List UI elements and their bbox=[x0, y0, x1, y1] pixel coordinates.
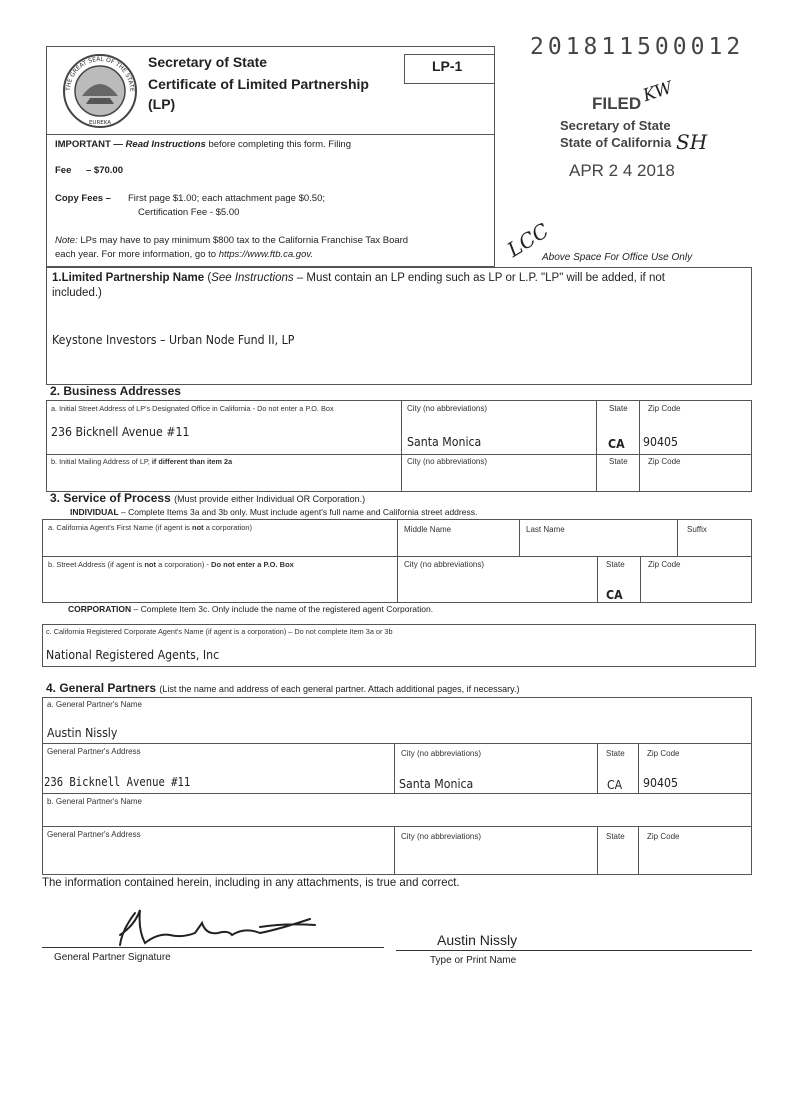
gp-a-zip-label: Zip Code bbox=[647, 749, 680, 758]
gp-a-state-value[interactable]: CA bbox=[607, 777, 623, 792]
seal-motto: EUREKA bbox=[88, 120, 112, 126]
agent-first-name-label: a. California Agent's First Name (if agent is not a corporation) bbox=[48, 523, 253, 532]
divider bbox=[42, 826, 752, 827]
stamp-agency: Secretary of State bbox=[560, 118, 671, 133]
header-divider bbox=[46, 134, 495, 135]
divider bbox=[42, 743, 752, 744]
section1-heading: 1.Limited Partnership Name (See Instructions – Must contain an LP ending such as LP or L.P. "LP" will be added, if not bbox=[52, 272, 665, 284]
ftb-link[interactable]: https://www.ftb.ca.gov. bbox=[218, 249, 314, 260]
filing-number: 201811500012 bbox=[530, 34, 745, 60]
gp-a-city-value[interactable]: Santa Monica bbox=[399, 776, 474, 791]
agent-street-label: b. Street Address (if agent is not a corporation) - Do not enter a P.O. Box bbox=[48, 560, 294, 569]
divider bbox=[42, 793, 752, 794]
suffix-label: Suffix bbox=[687, 525, 707, 534]
section4-heading: 4. General Partners (List the name and address of each general partner. Attach additional pages, if necessary.) bbox=[46, 681, 520, 695]
street-2a-value[interactable]: 236 Bicknell Avenue #11 bbox=[51, 424, 190, 439]
zip-label: Zip Code bbox=[648, 404, 681, 413]
stamp-state: State of California bbox=[560, 135, 672, 150]
corporation-instructions: CORPORATION – Complete Item 3c. Only include the name of the registered agent Corporation. bbox=[68, 604, 434, 614]
divider bbox=[677, 519, 678, 556]
gp-b-city-label: City (no abbreviations) bbox=[401, 832, 482, 841]
middle-name-label: Middle Name bbox=[404, 525, 452, 534]
ftb-note: Note: LPs may have to pay minimum $800 tax to the California Franchise Tax Board bbox=[55, 235, 409, 246]
divider bbox=[394, 743, 395, 793]
gp-a-name-value[interactable]: Austin Nissly bbox=[47, 725, 118, 740]
section2-heading: 2. Business Addresses bbox=[50, 384, 181, 398]
attestation-statement: The information contained herein, including in any attachments, is true and correct. bbox=[42, 875, 460, 889]
gp-a-city-label: City (no abbreviations) bbox=[401, 749, 482, 758]
gp-b-state-label: State bbox=[606, 832, 625, 841]
print-name-label: Type or Print Name bbox=[430, 955, 517, 966]
city-label: City (no abbreviations) bbox=[407, 457, 488, 466]
handwritten-note: LCC bbox=[502, 218, 553, 262]
last-name-label: Last Name bbox=[526, 525, 565, 534]
stamp-initials: SH bbox=[676, 130, 708, 154]
agent-state-value[interactable]: CA bbox=[606, 587, 623, 602]
divider bbox=[638, 743, 639, 793]
copy-fees-line2: Certification Fee - $5.00 bbox=[138, 207, 240, 218]
state-seal bbox=[60, 52, 140, 130]
individual-instructions: INDIVIDUAL – Complete Items 3a and 3b only. Must include agent's full name and California street address. bbox=[70, 507, 478, 517]
divider bbox=[46, 454, 752, 455]
corporate-agent-value[interactable]: National Registered Agents, Inc bbox=[46, 647, 220, 662]
divider bbox=[597, 556, 598, 603]
copy-fees-line1: First page $1.00; each attachment page $0.50; bbox=[128, 193, 325, 204]
printed-name[interactable]: Austin Nissly bbox=[433, 932, 521, 948]
important-note: IMPORTANT — Read Instructions before completing this form. Filing bbox=[55, 139, 351, 150]
divider bbox=[519, 519, 520, 556]
filing-date: APR 2 4 2018 bbox=[569, 161, 675, 180]
corporate-agent-label: c. California Registered Corporate Agent's Name (if agent is a corporation) – Do not complete Item 3a or 3b bbox=[46, 627, 393, 636]
gp-a-name-label: a. General Partner's Name bbox=[47, 700, 142, 709]
gp-b-name-label: b. General Partner's Name bbox=[47, 797, 142, 806]
city-2a-value[interactable]: Santa Monica bbox=[407, 434, 482, 449]
divider bbox=[640, 556, 641, 603]
form-code: LP-1 bbox=[432, 58, 463, 74]
gp-a-address-label: General Partner's Address bbox=[47, 747, 141, 756]
section1-box bbox=[46, 267, 752, 385]
copy-fees-label: Copy Fees – bbox=[55, 193, 111, 204]
address-2a-label: a. Initial Street Address of LP's Designated Office in California - Do not enter a P.O. Box bbox=[51, 404, 334, 413]
mailing-2b-label: b. Initial Mailing Address of LP, if different than item 2a bbox=[51, 457, 233, 466]
state-2a-value[interactable]: CA bbox=[608, 436, 625, 451]
state-label: State bbox=[609, 457, 628, 466]
divider bbox=[596, 400, 597, 492]
agent-zip-label: Zip Code bbox=[648, 560, 681, 569]
signature-label: General Partner Signature bbox=[54, 952, 171, 963]
agent-state-label: State bbox=[606, 560, 625, 569]
divider bbox=[397, 519, 398, 603]
signature-graphic bbox=[110, 905, 330, 950]
divider bbox=[401, 400, 402, 492]
divider bbox=[597, 826, 598, 875]
fee-label: Fee bbox=[55, 165, 72, 176]
lp-name-value[interactable]: Keystone Investors – Urban Node Fund II, LP bbox=[52, 332, 295, 347]
gp-a-address-value[interactable]: 236 Bicknell Avenue #11 bbox=[44, 775, 191, 789]
fee-value: – $70.00 bbox=[86, 165, 123, 176]
divider bbox=[639, 400, 640, 492]
filed-stamp: FILED bbox=[592, 94, 642, 113]
form-title-lp: (LP) bbox=[148, 96, 176, 112]
zip-label: Zip Code bbox=[648, 457, 681, 466]
divider bbox=[638, 826, 639, 875]
signature-line bbox=[42, 947, 384, 948]
form-title: Certificate of Limited Partnership bbox=[148, 76, 369, 92]
ftb-note-line2: each year. For more information, go to https://www.ftb.ca.gov. bbox=[55, 249, 314, 260]
divider bbox=[597, 743, 598, 793]
agency-title: Secretary of State bbox=[148, 54, 268, 70]
agent-city-label: City (no abbreviations) bbox=[404, 560, 485, 569]
gp-a-zip-value[interactable]: 90405 bbox=[643, 775, 678, 790]
seal-text: THE GREAT SEAL OF THE STATE bbox=[64, 55, 136, 92]
section1-heading-line2: included.) bbox=[52, 287, 102, 299]
gp-b-zip-label: Zip Code bbox=[647, 832, 680, 841]
gp-a-state-label: State bbox=[606, 749, 625, 758]
filed-initials: KW bbox=[640, 77, 675, 107]
zip-2a-value[interactable]: 90405 bbox=[643, 434, 678, 449]
print-name-line bbox=[396, 950, 752, 951]
divider bbox=[394, 826, 395, 875]
office-use-label: Above Space For Office Use Only bbox=[542, 252, 693, 263]
section3-heading: 3. Service of Process (Must provide either Individual OR Corporation.) bbox=[50, 491, 366, 505]
gp-b-address-label: General Partner's Address bbox=[47, 830, 141, 839]
state-label: State bbox=[609, 404, 628, 413]
city-label: City (no abbreviations) bbox=[407, 404, 488, 413]
